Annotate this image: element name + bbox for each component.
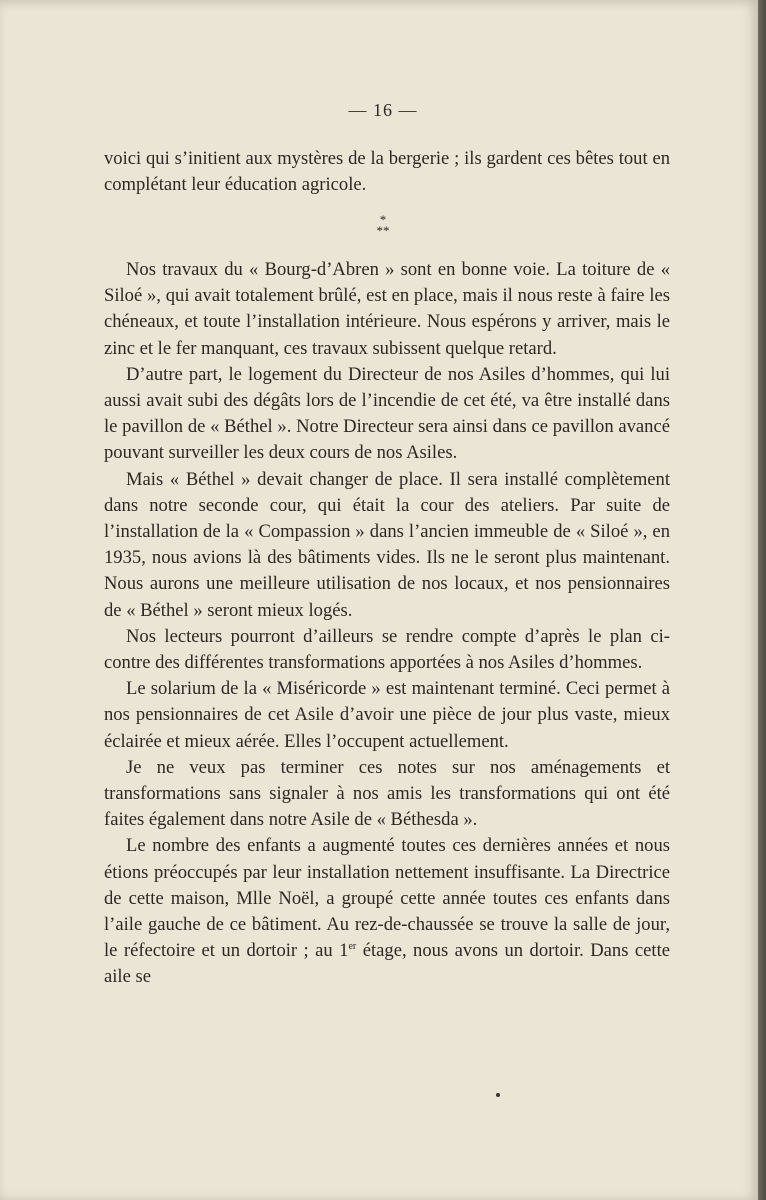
paragraph: Le solarium de la « Miséricorde » est maintenant terminé. Ceci permet à nos pensionnaires de cet Asile d’avoir une pièce de jour plus vaste, mieux éclairée et mieux aérée. Elles l’occupent actuellement. <box>104 678 670 752</box>
paragraph-text: étage, nous avons un dortoir. Dans cette aile se <box>104 940 670 988</box>
paragraph: voici qui s’initient aux mystères de la bergerie ; ils gardent ces bêtes tout en complétant leur éducation agricole. <box>104 148 670 196</box>
paragraph: Mais « Béthel » devait changer de place. Il sera installé complètement dans notre seconde cour, qui était la cour des ateliers. Par suite de l’installation de la « Compassion » dans l’ancien immeuble de « Siloé », en 1935, nous avions là des bâtiments vides. Ils ne le seront plus maintenant. Nous aurons une meilleure utilisation de nos locaux, et nos pensionnaires de « Béthel » seront mieux logés. <box>104 468 670 621</box>
text-block-top <box>104 146 670 198</box>
asterism-top: * <box>379 212 387 227</box>
text-block-main <box>104 257 670 991</box>
page-edge <box>758 0 766 1200</box>
paragraph: Nos travaux du « Bourg-d’Abren » sont en bonne voie. La toiture de « Siloé », qui avait totalement brûlé, est en place, mais il nous reste à faire les chéneaux, et toute l’installation intérieure. Nous espérons y arriver, mais le zinc et le fer manquant, ces travaux subissent quelque retard. <box>104 259 670 359</box>
paragraph: D’autre part, le logement du Directeur de nos Asiles d’hommes, qui lui aussi avait subi des dégâts lors de l’incendie de cet été, va être installé dans le pavillon de « Béthel ». Notre Directeur sera ainsi dans ce pavillon avancé pouvant surveiller les deux cours de nos Asiles. <box>104 363 670 464</box>
page-number: — 16 — <box>348 100 418 120</box>
asterism-bottom: ** <box>376 223 390 238</box>
paragraph: Je ne veux pas terminer ces notes sur nos aménagements et transformations sans signaler à nos amis les transformations qui ont été faites également dans notre Asile de « Béthesda ». <box>104 756 670 831</box>
ink-speck <box>496 1093 500 1097</box>
superscript: er <box>348 941 357 953</box>
asterism-separator <box>0 214 766 236</box>
paragraph-text: Le nombre des enfants a augmenté toutes ces dernières années et nous étions préoccupés par leur installation nettement insuffisante. La Directrice de cette maison, Mlle Noël, a groupé cette année toutes ces enfants dans l’aile gauche de ce bâtiment. Au rez-de-chaussée se trouve la salle de jour, le réfectoire et un dortoir ; au 1 <box>104 835 670 962</box>
paragraph: Nos lecteurs pourront d’ailleurs se rendre compte d’après le plan ci-contre des différentes transformations apportées à nos Asiles d’hommes. <box>104 625 670 674</box>
paragraph <box>104 833 670 990</box>
